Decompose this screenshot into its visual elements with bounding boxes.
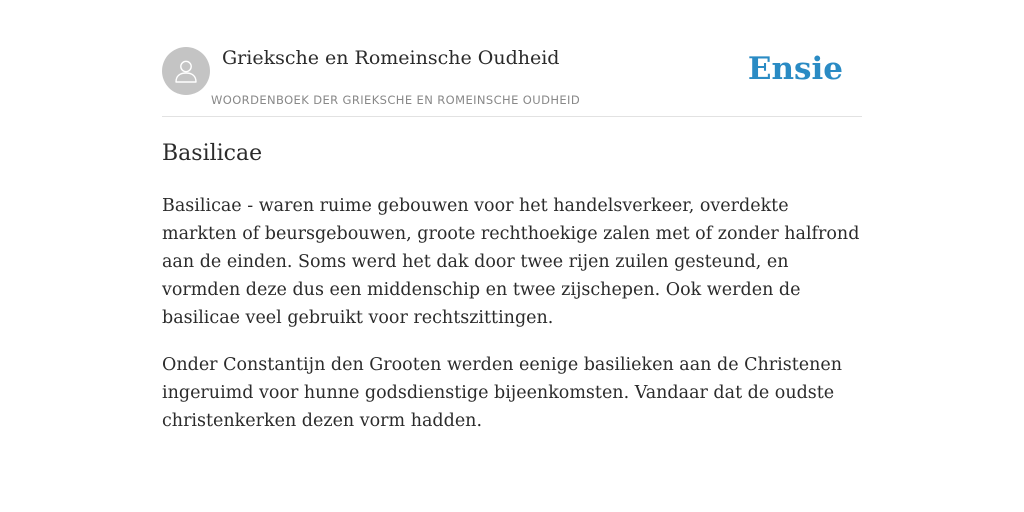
header <box>162 44 862 117</box>
article-title: Basilicae <box>162 141 263 166</box>
brand-logo[interactable]: Ensie <box>747 51 843 87</box>
article <box>162 138 864 435</box>
article-paragraph: Onder Constantijn den Grooten werden eenige basilieken aan de Christenen ingeruimd voor hunne godsdienstige bijeenkomsten. Vandaar dat de oudste christenkerken dezen vorm hadden. <box>162 355 843 431</box>
article-paragraph: Basilicae - waren ruime gebouwen voor het handelsverkeer, overdekte markten of beursgebouwen, groote rechthoekige zalen met of zonder halfrond aan de einden. Soms werd het dak door twee rijen zuilen gesteund, en vormden deze dus een middenschip en twee zijschepen. Ook werden de basilicae veel gebruikt voor rechtszittingen. <box>162 196 860 328</box>
source-title[interactable]: Grieksche en Romeinsche Oudheid <box>222 47 560 69</box>
user-icon <box>173 58 199 84</box>
avatar[interactable] <box>162 47 210 95</box>
source-subtitle[interactable]: WOORDENBOEK DER GRIEKSCHE EN ROMEINSCHE OUDHEID <box>211 93 581 107</box>
